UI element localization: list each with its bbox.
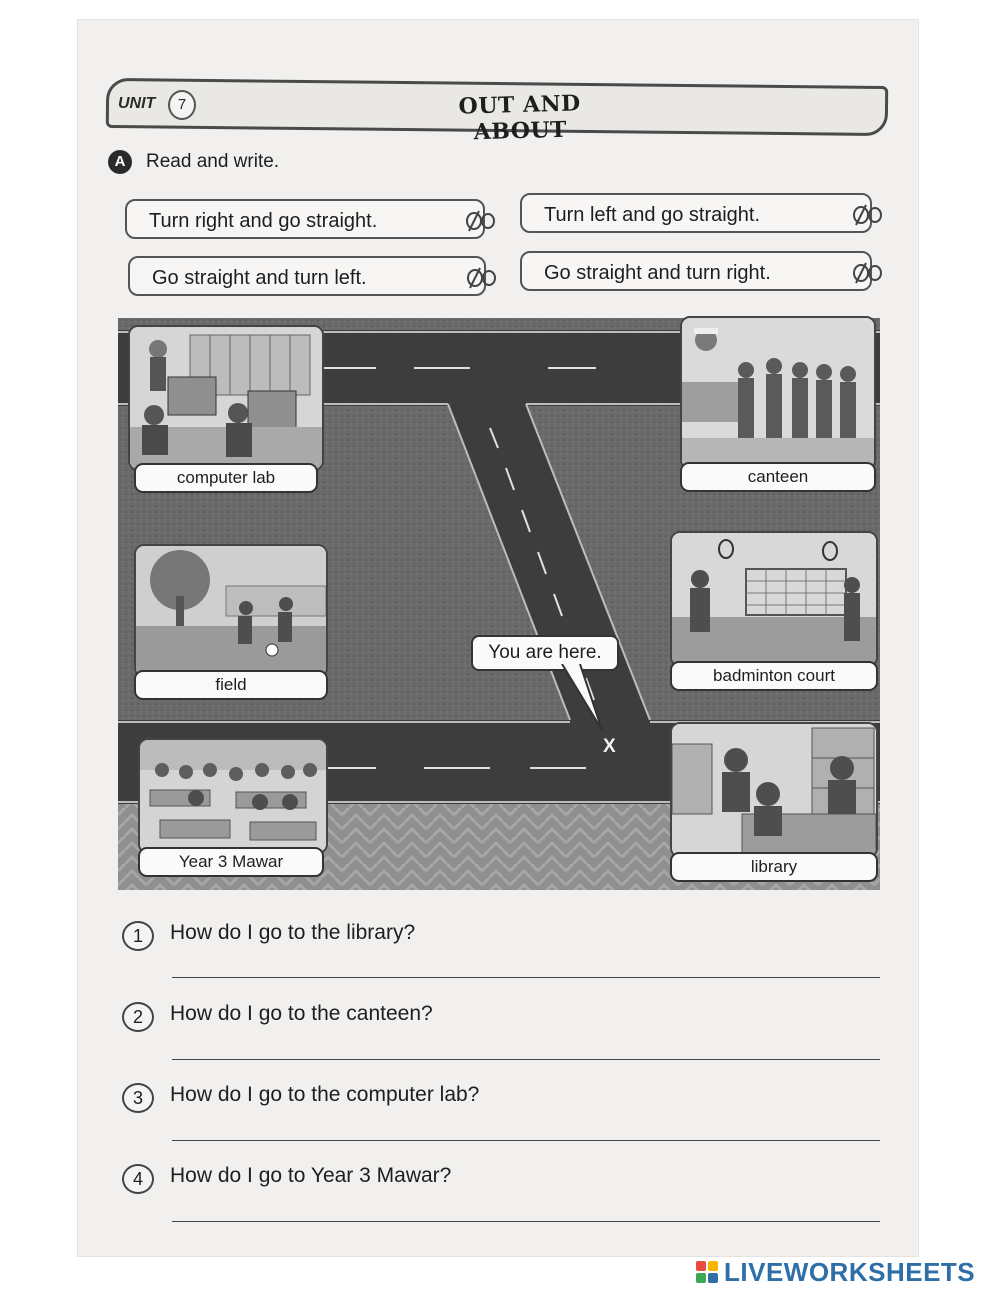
direction-option[interactable] (125, 199, 485, 239)
year3-label: Year 3 Mawar (138, 847, 324, 877)
question-text: How do I go to the library? (170, 921, 416, 944)
field-photo (134, 544, 328, 678)
question-number: 2 (122, 1002, 154, 1032)
current-location-marker: X (603, 736, 616, 757)
logo-grid-icon (696, 1261, 718, 1283)
you-are-here-bubble: You are here. (471, 635, 619, 671)
ribbon-icon (466, 264, 498, 290)
question-number: 1 (122, 921, 154, 951)
question-text: How do I go to Year 3 Mawar? (170, 1164, 452, 1187)
question-text: How do I go to the canteen? (170, 1002, 433, 1025)
question-text: How do I go to the computer lab? (170, 1083, 480, 1106)
ribbon-icon (852, 259, 884, 285)
direction-option[interactable] (520, 193, 872, 233)
brand-name: LIVEWORKSHEETS (724, 1256, 976, 1287)
badminton-court-illustration (672, 533, 876, 665)
page-title: OUT AND ABOUT (458, 90, 582, 146)
classroom-illustration (140, 740, 326, 852)
badminton-court-label: badminton court (670, 661, 878, 691)
canteen-photo (680, 316, 876, 470)
computer-lab-photo (128, 325, 324, 471)
direction-option-label: Turn right and go straight. (149, 210, 378, 232)
answer-line[interactable] (172, 1059, 880, 1060)
ribbon-icon (465, 207, 497, 233)
answer-line[interactable] (172, 1221, 880, 1222)
canteen-illustration (682, 318, 874, 468)
computer-lab-label: computer lab (134, 463, 318, 493)
canteen-label: canteen (680, 462, 876, 492)
direction-option[interactable] (128, 256, 486, 296)
field-illustration (136, 546, 326, 676)
unit-label: UNIT (118, 95, 156, 112)
direction-option-label: Go straight and turn right. (544, 262, 771, 284)
direction-option-label: Go straight and turn left. (152, 267, 367, 289)
library-illustration (672, 724, 876, 856)
library-label: library (670, 852, 878, 882)
badminton-court-photo (670, 531, 878, 667)
computer-lab-illustration (130, 327, 322, 469)
ribbon-icon (852, 201, 884, 227)
direction-option[interactable] (520, 251, 872, 291)
field-label: field (134, 670, 328, 700)
answer-line[interactable] (172, 1140, 880, 1141)
section-badge: A (108, 150, 132, 174)
library-photo (670, 722, 878, 858)
unit-number: 7 (168, 90, 196, 120)
direction-option-label: Turn left and go straight. (544, 204, 761, 226)
bubble-pointer-icon (560, 664, 608, 736)
question-number: 3 (122, 1083, 154, 1113)
year3-classroom-photo (138, 738, 328, 854)
section-instruction: Read and write. (146, 151, 280, 172)
liveworksheets-logo[interactable] (696, 1257, 975, 1287)
question-number: 4 (122, 1164, 154, 1194)
answer-line[interactable] (172, 977, 880, 978)
